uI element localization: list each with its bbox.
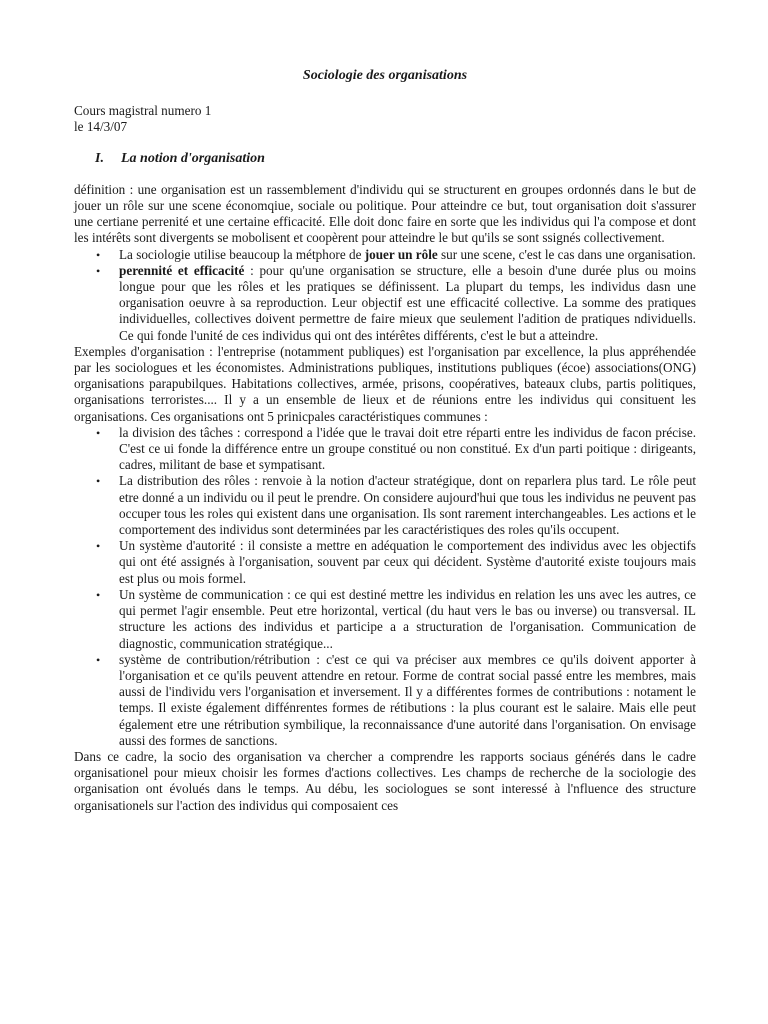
characteristic-item: • la division des tâches : correspond a l'idée que le travai doit etre réparti entre les individus de facon précise. C'est ce ui fonde la différence entre un groupe constitué ou non constitué. Ex d'un parti poitique : dirigeants, cadres, militant de base et sympatisant. — [119, 425, 696, 474]
date-line: le 14/3/07 — [74, 119, 128, 135]
characteristic-item: • La distribution des rôles : renvoie à la notion d'acteur stratégique, dont on reparlera plus tard. Le rôle peut etre donné a un individu ou il peut le prendre. On considere aujourd'hui que tous les individus ne peuvent pas occuper tous les roles qui existent dans une organisation. Ils sont rarement interchangeables. Les actions et le comportement des individus sont determinées par les caractéristiques des roles qu'ils occupent. — [119, 473, 696, 538]
examples-paragraph: Exemples d'organisation : l'entreprise (notamment publiques) est l'organisation par excellence, la plus appréhendée par les sociologues et les économistes. Administrations publiques, institutions publiques (écoe) associations(ONG) organisations parapubilques. Habitations collectives, armée, prisons, coopératives, bateaux clubs, partis politiques, organisations terroristes.... Il y a un ensemble de lieux et de réunions entre les individus qui consituent les organisations. Ces organisations ont 5 prinicpales caractéristiques communes : — [74, 343, 696, 424]
definition-paragraph: définition : une organisation est un rassemblement d'individu qui se structurent en groupes ordonnés dans le but de jouer un rôle sur une scene économqiue, sociale ou politique. Pour atteindre ce but, tout organisation doit s'assurer une certiane perrenité et une certaine efficacité. Elle doit donc faire en sorte que les individus qui l'a compose et dont les intérêts sont divergents se mobolisent et coopèrent pour atteindre le but qu'ils se sont ssignés collectivement. — [74, 181, 696, 246]
bullet-role-text-start: La sociologie utilise beaucoup la métphore de — [119, 246, 365, 262]
bullet-role-bold: jouer un rôle — [364, 246, 438, 262]
document-page — [74, 68, 696, 814]
bullet-role — [119, 247, 696, 263]
characteristic-item: • système de contribution/rétribution : c'est ce qui va préciser aux membres ce qu'ils doivent apporter à l'organisation et ce qu'ils peuvent attendre en retour. Forme de contrat social passé entre les membres, mais aussi de l'individu vers l'organisation et inversement. Il y a différentes formes de contributions : notament le temps. Il existe également diffénrentes formes de rétibutions : la plus courant est le salaire. Mais elle peut également etre une rétribution symbilique, la reconnaissance d'une autorité dans l'organisation. On envisage aussi des formes de sanctions. — [119, 652, 696, 749]
section-heading — [95, 151, 696, 167]
document-title: Sociologie des organisations — [302, 68, 468, 83]
bullet-perennite-text: : pour qu'une organisation se structure, elle a besoin d'une durée plus ou moins longue pour que les rôles et les pratiques se définissent. La plupart du temps, les individus dasn une organisation oeuvre à sa reproduction. Leur objectif est une efficacité collective. La somme des pratiques individuelles, collectives doivent permettre de faire mieux que seulement l'adition de pratiques ndividuells. Ce qui fonde l'unité de ces individus qui ont des intérêtes différents, c'est le but a atteindre. — [119, 262, 696, 343]
bullet-perennite-bold: perennité et efficacité — [119, 262, 245, 278]
characteristics-list — [74, 425, 696, 749]
section-title: La notion d'organisation — [121, 150, 265, 166]
bullet-role-text-end: sur une scene, c'est le cas dans une organisation. — [437, 246, 696, 262]
definition-bullets — [74, 247, 696, 344]
characteristic-item: • Un système de communication : ce qui est destiné mettre les individus en relation les uns avec les autres, ce qui permet l'agir ensemble. Peut etre horizontal, vertical (du haut vers le bas ou inverse) ou transversal. IL structure les actions des individus et participe a a structuration de l'organisation. Communication de diagnostic, communication stratégique... — [119, 587, 696, 652]
conclusion-paragraph: Dans ce cadre, la socio des organisation va chercher a comprendre les rapports sociaus générés dans le cadre organisationel pour mieux choisir les formes d'actions collectives. Les champs de recherche de la sociologie des organisation ont évolués dans le temps. Au débu, les sociologues se sont interessé à l'nfluence des structure organisationels sur l'action des individus qui composaient ces — [74, 748, 696, 813]
characteristic-item: • Un système d'autorité : il consiste a mettre en adéquation le comportement des individus avec les objectifs qui ont été assignés à l'organisation, souvent par ceux qui décident. Système d'autorité existe toujours mais est plus ou mois formel. — [119, 538, 696, 587]
bullet-perennite — [119, 263, 696, 344]
section-number: I. — [95, 150, 104, 166]
course-line: Cours magistral numero 1 — [74, 103, 212, 119]
